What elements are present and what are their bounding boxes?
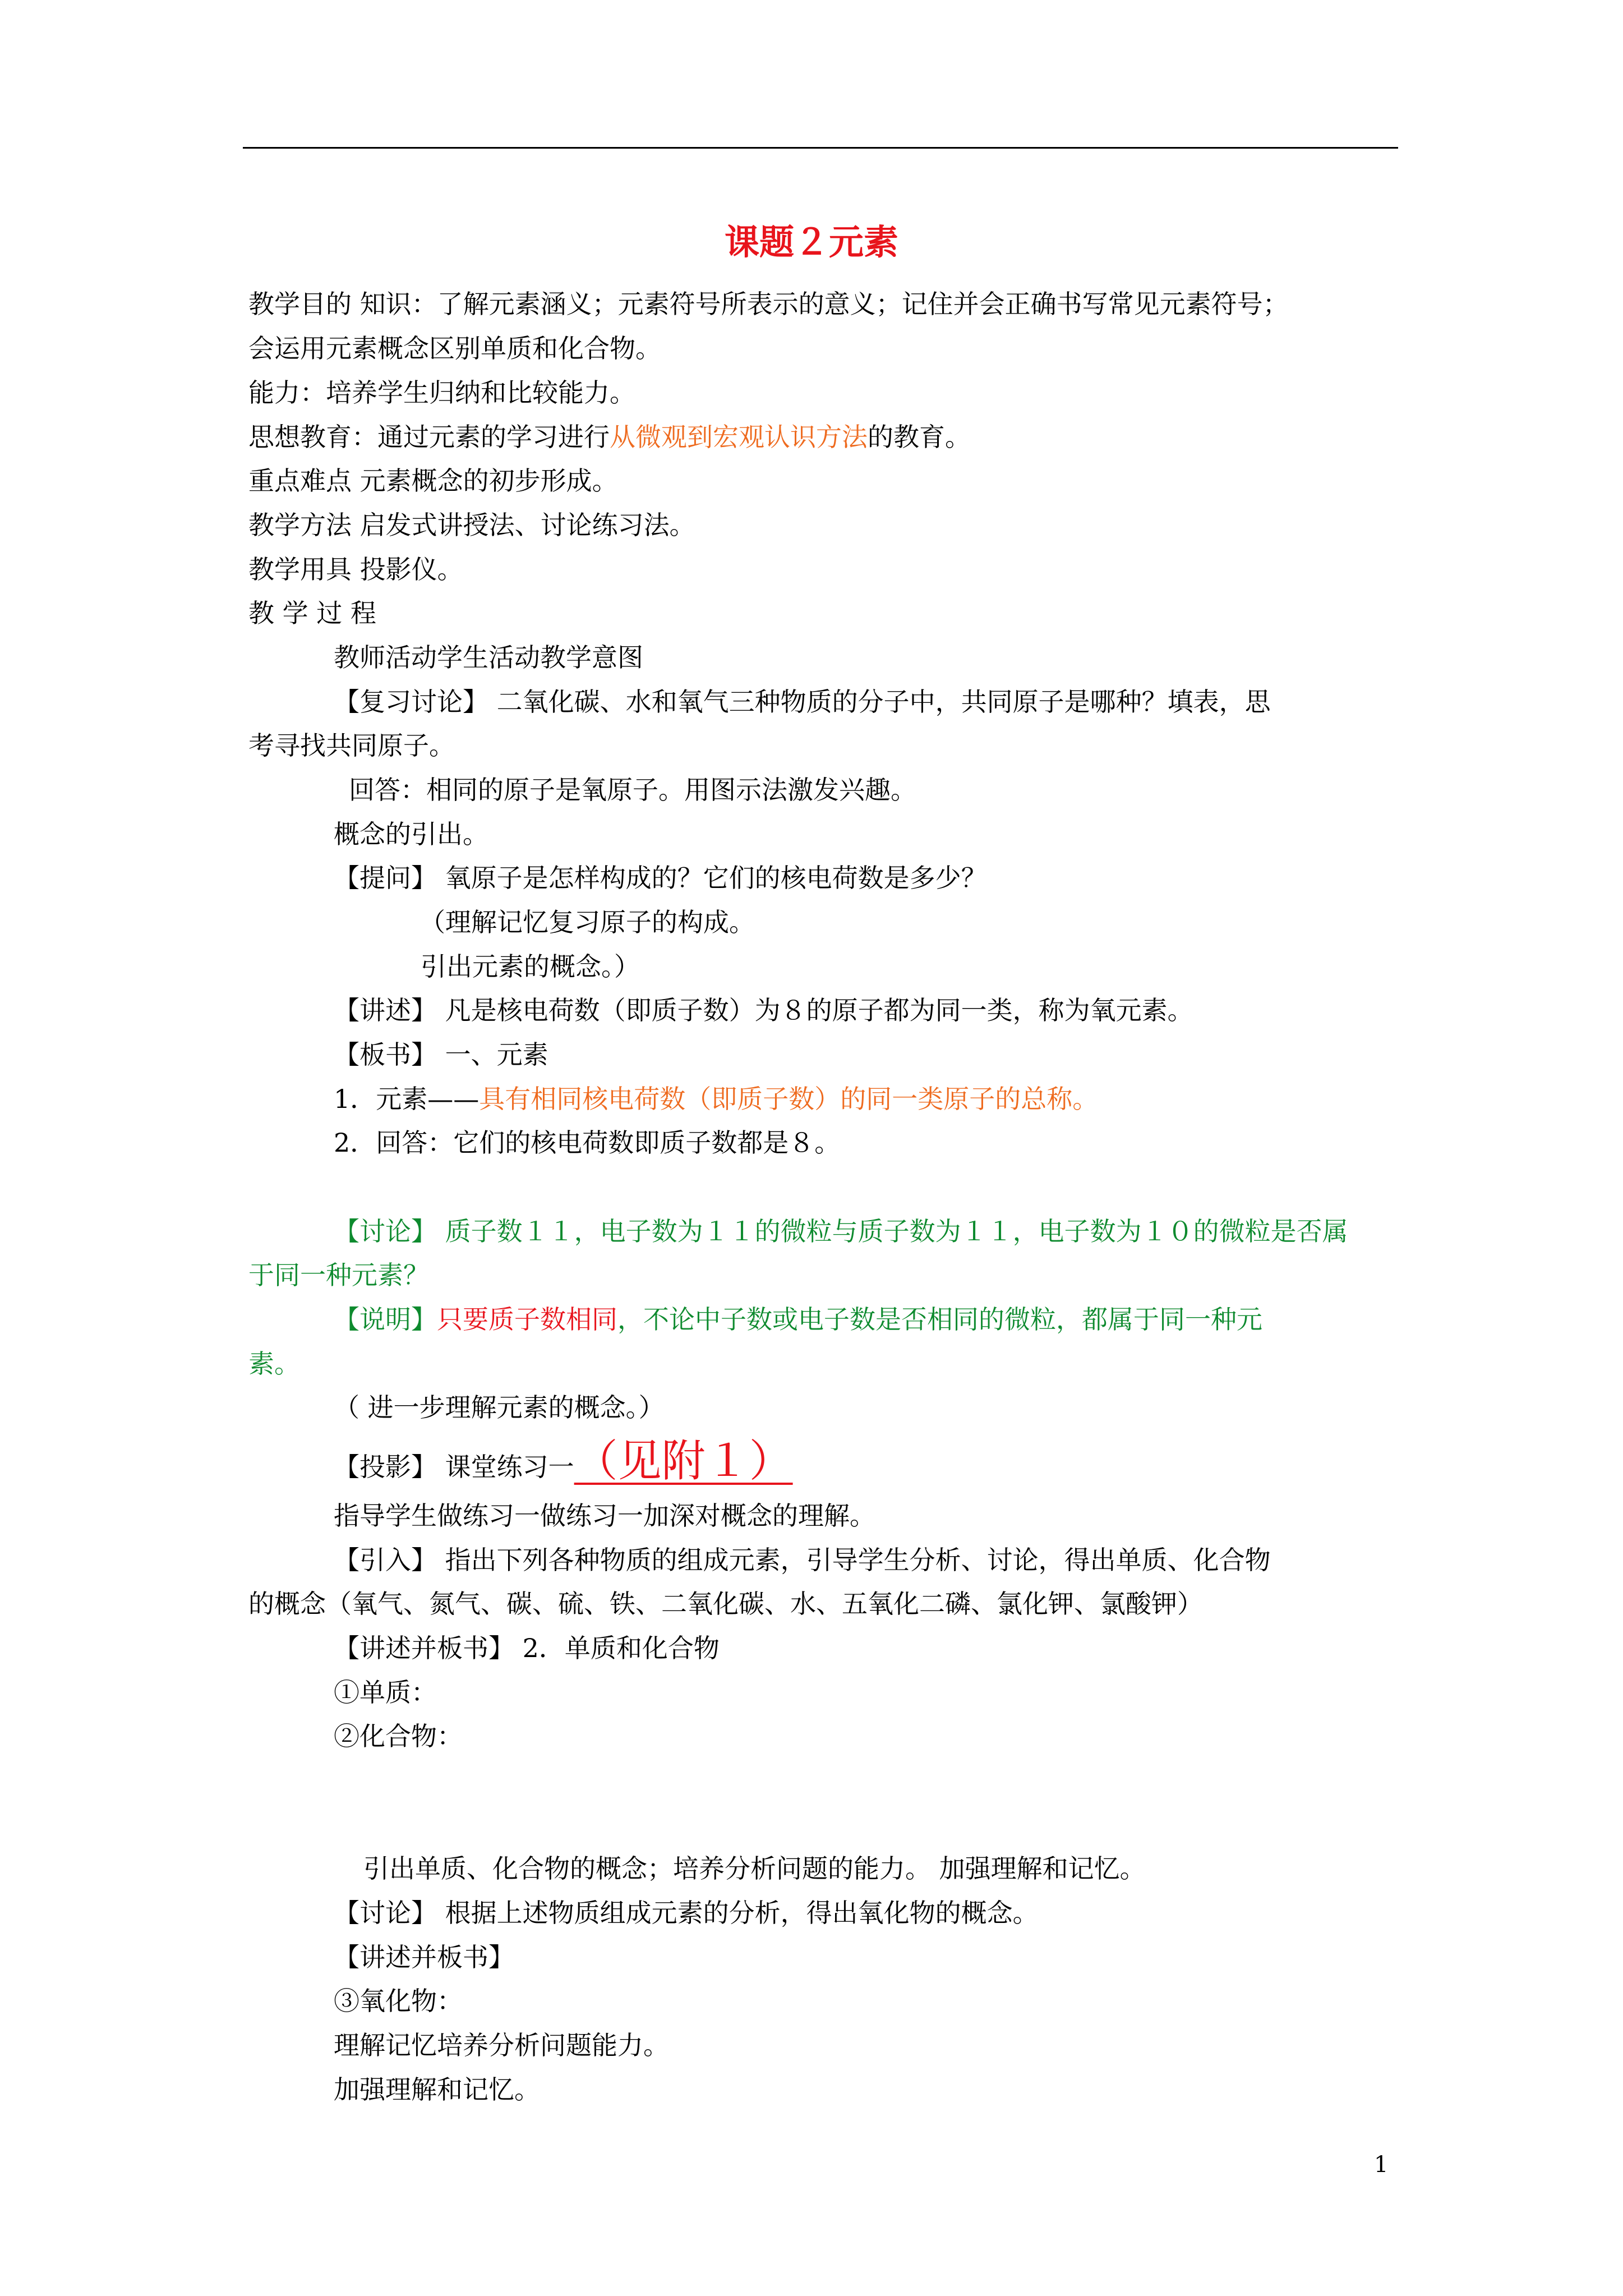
highlight-text: 从微观到宏观认识方法	[610, 422, 868, 452]
text-line: 【讲述】 凡是核电荷数（即质子数）为８的原子都为同一类，称为氧元素。	[334, 995, 1193, 1025]
text-line: 素。	[248, 1349, 300, 1379]
page-title: 课题２元素	[724, 222, 898, 263]
appendix-reference: （见附１）	[574, 1436, 793, 1487]
text-line: 的概念（氧气、氮气、碳、硫、铁、二氧化碳、水、五氧化二磷、氯化钾、氯酸钾）	[248, 1589, 1203, 1619]
text-line: 【板书】 一、元素	[334, 1039, 548, 1070]
text-line: 引出单质、化合物的概念；培养分析问题的能力。 加强理解和记忆。	[363, 1853, 1146, 1884]
text-line: 回答：相同的原子是氧原子。用图示法激发兴趣。	[349, 775, 916, 805]
text-line: 【讨论】 质子数１１，电子数为１１的微粒与质子数为１１，电子数为１０的微粒是否属	[334, 1216, 1348, 1246]
text-line: 【讲述并板书】	[334, 1942, 514, 1972]
text-line: 【复习讨论】 二氧化碳、水和氧气三种物质的分子中，共同原子是哪种？填表，思	[334, 687, 1271, 717]
text-line: 2．回答：它们的核电荷数即质子数都是８。	[334, 1128, 841, 1158]
text-line: 【说明】只要质子数相同，不论中子数或电子数是否相同的微粒，都属于同一种元	[334, 1304, 1262, 1335]
text-line: 指导学生做练习一做练习一加深对概念的理解。	[334, 1501, 875, 1531]
text-line: ①单质：	[334, 1677, 437, 1708]
text-line: （ 进一步理解元素的概念。）	[334, 1392, 665, 1423]
text-line: 【引入】 指出下列各种物质的组成元素，引导学生分析、讨论，得出单质、化合物	[334, 1545, 1271, 1575]
text-line: 于同一种元素？	[248, 1260, 429, 1290]
text-line: 加强理解和记忆。	[334, 2074, 540, 2105]
text-line: 教学目的 知识：了解元素涵义；元素符号所表示的意义；记住并会正确书写常见元素符号；	[248, 289, 1289, 319]
text-line: 重点难点 元素概念的初步形成。	[248, 466, 618, 496]
page-number: 1	[1374, 2152, 1389, 2178]
text-line: 思想教育：通过元素的学习进行从微观到宏观认识方法的教育。	[248, 422, 971, 452]
text-line: 教学用具 投影仪。	[248, 554, 463, 585]
text-line: 考寻找共同原子。	[248, 730, 455, 761]
text-line: 教学方法 启发式讲授法、讨论练习法。	[248, 510, 695, 540]
header-rule	[243, 147, 1398, 149]
text-line: ③氧化物：	[334, 1986, 463, 2016]
text-line: 【投影】 课堂练习一（见附１）	[334, 1436, 793, 1487]
text-line: 引出元素的概念。）	[421, 951, 640, 982]
text-line: 教 学 过 程	[248, 598, 376, 628]
text-line: ②化合物：	[334, 1721, 463, 1751]
text-line: 会运用元素概念区别单质和化合物。	[248, 333, 661, 364]
text-line: （理解记忆复习原子的构成。	[419, 907, 755, 937]
text-line: 【提问】 氧原子是怎样构成的？它们的核电荷数是多少？	[334, 863, 987, 893]
text-line: 【讲述并板书】 2．单质和化合物	[334, 1633, 720, 1663]
text-line: 理解记忆培养分析问题能力。	[334, 2030, 669, 2060]
definition-text: 具有相同核电荷数（即质子数）的同一类原子的总称。	[479, 1084, 1099, 1114]
text-line: 能力：培养学生归纳和比较能力。	[248, 378, 635, 408]
text-line: 1．元素——具有相同核电荷数（即质子数）的同一类原子的总称。	[334, 1084, 1099, 1114]
text-line: 【讨论】 根据上述物质组成元素的分析，得出氧化物的概念。	[334, 1898, 1039, 1928]
text-line: 概念的引出。	[334, 819, 488, 849]
highlight-text: 只要质子数相同	[437, 1304, 617, 1335]
text-line: 教师活动学生活动教学意图	[334, 642, 643, 673]
